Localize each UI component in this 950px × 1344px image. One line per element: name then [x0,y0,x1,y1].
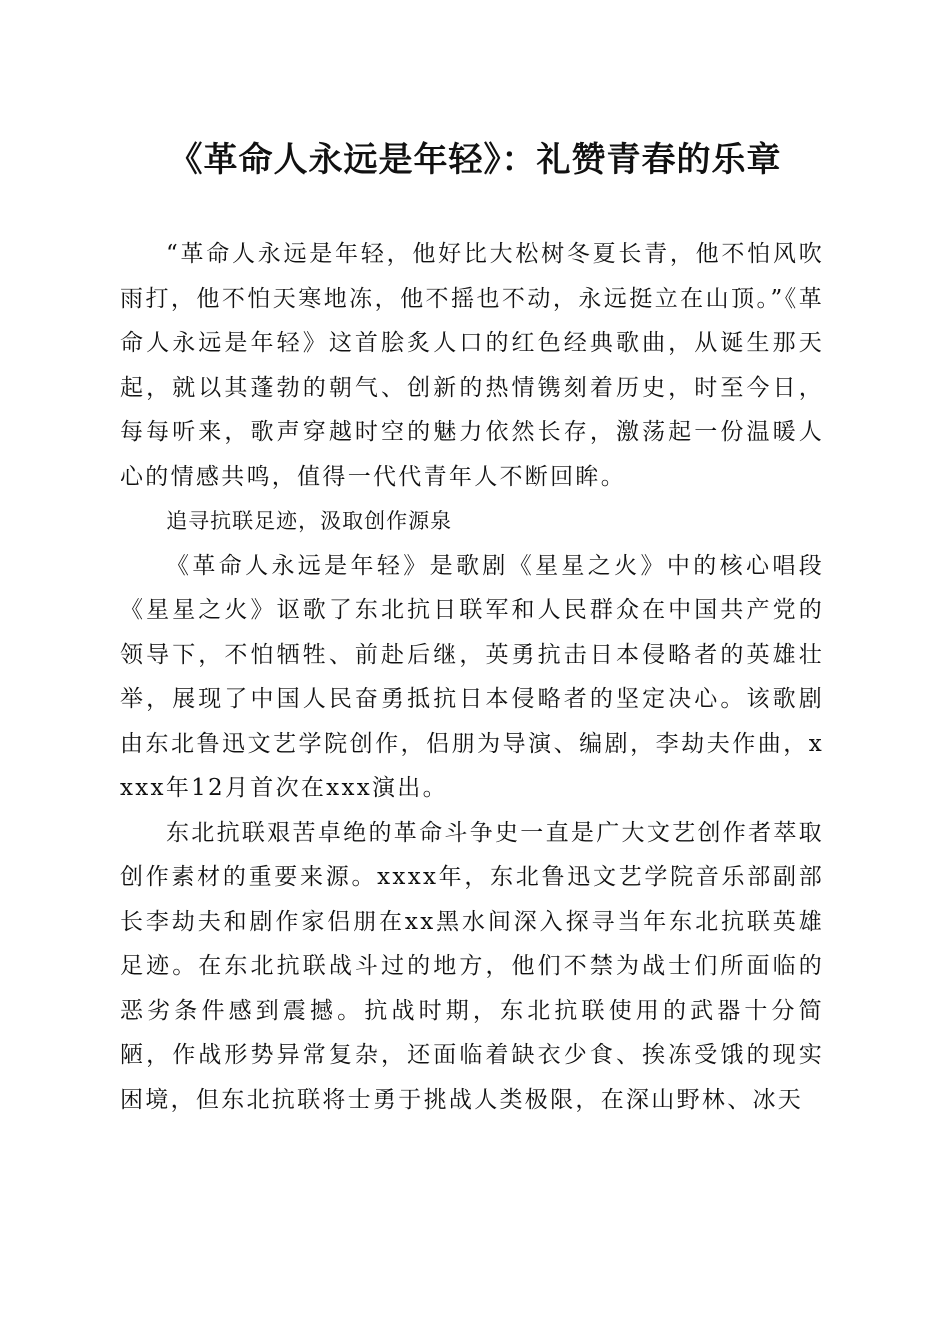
paragraph-history: 东北抗联艰苦卓绝的革命斗争史一直是广大文艺创作者萃取创作素材的重要来源。xxxx年，东北鲁迅文艺学院音乐部副部长李劫夫和剧作家侣朋在xx黑水间深入探寻当年东北抗联英雄足迹。在东北抗联战斗过的地方，他们不禁为战士们所面临的恶劣条件感到震撼。抗战时期，东北抗联使用的武器十分简陋，作战形势异常复杂，还面临着缺衣少食、挨冻受饿的现实困境，但东北抗联将士勇于挑战人类极限，在深山野林、冰天 [120,819,824,1113]
document-title: 《革命人永远是年轻》：礼赞青春的乐章 [168,140,782,180]
paragraph-intro: “革命人永远是年轻，他好比大松树冬夏长青，他不怕风吹雨打，他不怕天寒地冻，他不摇也不动，永远挺立在山顶。”《革命人永远是年轻》这首脍炙人口的红色经典歌曲，从诞生那天起，就以其蓬勃的朝气、创新的热情镌刻着历史，时至今日，每每听来，歌声穿越时空的魅力依然长存，激荡起一份温暖人心的情感共鸣，值得一代代青年人不断回眸。 [120,241,824,490]
document-body [120,232,824,1122]
section-subheading: 追寻抗联足迹，汲取创作源泉 [166,509,453,533]
paragraph-opera: 《革命人永远是年轻》是歌剧《星星之火》中的核心唱段《星星之火》讴歌了东北抗日联军和人民群众在中国共产党的领导下，不怕牺牲、前赴后继，英勇抗击日本侵略者的英雄壮举，展现了中国人民奋勇抵抗日本侵略者的坚定决心。该歌剧由东北鲁迅文艺学院创作，侣朋为导演、编剧，李劫夫作曲，xxxx年12月首次在xxx演出。 [120,552,824,801]
